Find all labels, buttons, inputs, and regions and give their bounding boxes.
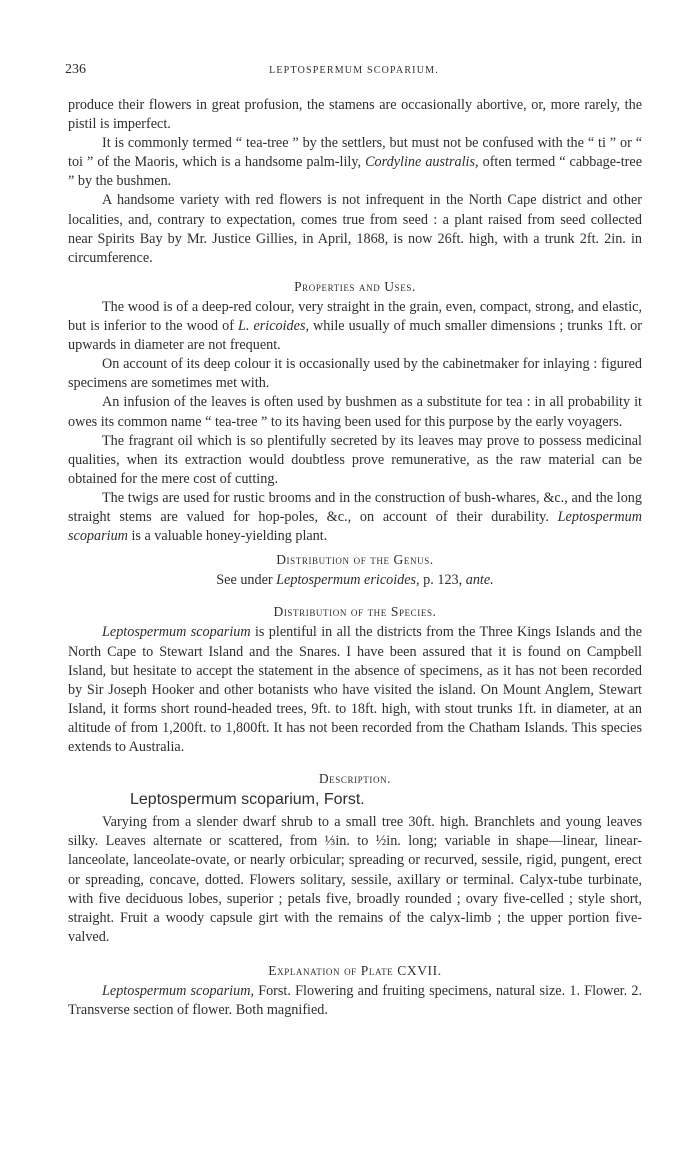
section-heading-plate: Explanation of Plate CXVII. (268, 962, 442, 978)
text-run: Forst. Flowering and fruiting specimens, natural size. 1. Flower. 2. Transverse section of flower. Both magnified. (68, 983, 642, 1019)
page-header (65, 62, 643, 84)
italic-term: Leptospermum ericoides, (276, 572, 420, 589)
italic-term: Leptospermum scoparium (102, 624, 251, 641)
italic-term: Cordyline australis, (365, 154, 479, 171)
properties-paragraph-2: On account of its deep colour it is occasionally used by the cabinetmaker for inlaying : figured specimens are sometimes met with. (68, 356, 642, 392)
properties-paragraph-3: An infusion of the leaves is often used by bushmen as a substitute for tea : in all probability it owes its common name “ tea-tree ” to its having been used for this purpose by the early voyagers. (68, 394, 642, 430)
text-run: p. 123, (419, 572, 466, 589)
section-heading-description: Description. (318, 771, 392, 787)
species-name: Leptospermum scoparium, Forst. (130, 791, 365, 809)
species-distribution-paragraph (68, 623, 642, 757)
intro-paragraph-3: A handsome variety with red flowers is not infrequent in the North Cape district and other localities, and, contrary to expectation, comes true from seed : a plant raised from seed collected near Spirits Bay by Mr. Justice Gillies, in April, 1868, is now 26ft. high, with a trunk 2ft. 2in. in circumference. (68, 192, 642, 266)
description-paragraph: Varying from a slender dwarf shrub to a small tree 30ft. high. Branchlets and young leaves silky. Leaves alternate or scattered, from ⅓in. to ½in. long; variable in shape—linear, linear-lanceolate, lanceolate-ovate, or nearly orbicular; spreading or recurved, sessile, rigid, pungent, erect or spreading, concave, dotted. Flowers solitary, sessile, axillary or terminal. Calyx-tube turbinate, with five deciduous lobes, superior ; petals five, broadly rounded ; ovary five-celled ; style short, straight. Fruit a woody capsule girt with the remains of the calyx-limb ; the upper portion five-valved. (68, 814, 642, 945)
genus-reference (68, 571, 642, 590)
intro-paragraph-1: produce their flowers in great profusion, the stamens are occasionally abortive, or, more rarely, the pistil is imperfect. (68, 97, 642, 133)
italic-term: Leptospermum scoparium (68, 508, 642, 545)
page-number: 236 (65, 62, 86, 77)
section-heading-species-distribution: Distribution of the Species. (273, 604, 437, 620)
page-body (68, 96, 642, 1020)
section-heading-genus: Distribution of the Genus. (276, 552, 434, 568)
italic-term: L. ericoides, (238, 318, 310, 335)
running-title: LEPTOSPERMUM SCOPARIUM. (269, 65, 439, 76)
intro-paragraph-2 (68, 134, 642, 191)
text-run: is plentiful in all the districts from the Three Kings Islands and the North Cape to Stewart Island and the Snares. I have been assured that it is found on Campbell Island, but hesitate to accept the statement in the absence of specimens, as it has not been recorded by Sir Joseph Hooker and other botanists who have visited the island. On Mount Anglem, Stewart Island, it forms short round-headed trees, 9ft. to 18ft. high, with stout trunks 1ft. in diameter, at an altitude of from 1,200ft. to 1,800ft. It has not been recorded from the Chatham Islands. This species extends to Australia. (68, 624, 642, 755)
italic-term: Leptospermum scoparium, (102, 983, 254, 1000)
text-run: while usually of much smaller dimensions ; trunks 1ft. or upwards in diameter are not frequent. (68, 318, 642, 354)
section-heading-properties: Properties and Uses. (294, 278, 416, 294)
plate-paragraph (68, 982, 642, 1020)
properties-paragraph-4: The fragrant oil which is so plentifully secreted by its leaves may prove to possess medicinal qualities, when its extraction would doubtless prove remunerative, as the raw material can be obtained for the mere cost of cutting. (68, 432, 642, 487)
text-run: See under (216, 572, 277, 589)
text-run: is a valuable honey-yielding plant. (127, 528, 328, 545)
italic-term: ante. (465, 572, 494, 589)
text-run: The twigs are used for rustic brooms and in the construction of bush-whares, &c., and the long straight stems are valued for hop-poles, &c., on account of their durability. (68, 489, 642, 525)
properties-paragraph-1 (68, 298, 642, 355)
text-run: often termed “ cabbage-tree ” by the bushmen. (68, 154, 642, 190)
properties-paragraph-5 (68, 489, 642, 546)
text-run: It is commonly termed “ tea-tree ” by the settlers, but must not be confused with the “ ti ” or “ toi ” of the Maoris, which is a handsome palm-lily, (68, 135, 642, 171)
text-run: The wood is of a deep-red colour, very straight in the grain, even, compact, strong, and elastic, but is inferior to the wood of (68, 298, 642, 335)
